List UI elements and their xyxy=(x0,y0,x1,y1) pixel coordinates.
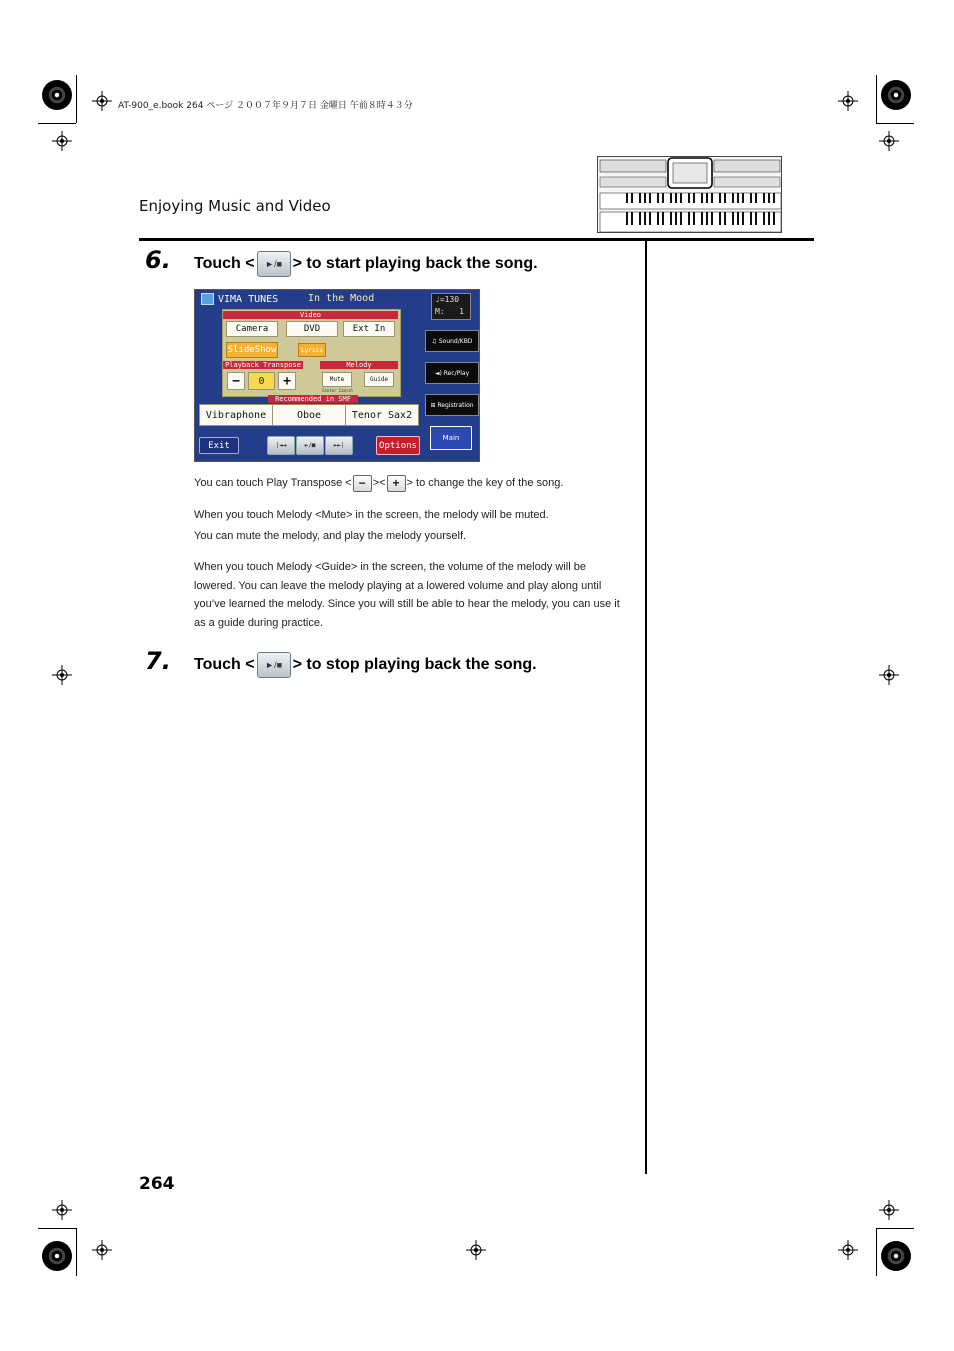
measure-value: M: 1 xyxy=(435,307,464,316)
crosshair-icon xyxy=(52,665,72,685)
play-stop-button[interactable]: ►/■ xyxy=(257,251,291,277)
mute-paragraph-2: You can mute the melody, and play the melody yourself. xyxy=(194,530,467,542)
registration-burst-icon xyxy=(42,80,72,110)
step-instruction xyxy=(194,652,537,678)
crosshair-icon xyxy=(879,131,899,151)
melody-label: Melody xyxy=(320,361,398,369)
transpose-minus-button[interactable]: − xyxy=(227,372,245,390)
step-text-after: > to start playing back the song. xyxy=(292,255,538,272)
vima-icon xyxy=(201,293,214,305)
mute-button[interactable]: Mute xyxy=(322,372,352,387)
section-title: Enjoying Music and Video xyxy=(139,197,331,215)
ext-in-button[interactable]: Ext In xyxy=(343,321,395,337)
crosshair-icon xyxy=(838,1240,858,1260)
organ-illustration xyxy=(597,156,782,233)
header-rule xyxy=(139,238,814,241)
plus-button: + xyxy=(387,475,406,492)
dvd-button[interactable]: DVD xyxy=(286,321,338,337)
registration-burst-icon xyxy=(881,1241,911,1271)
fast-forward-button[interactable]: ►►| xyxy=(325,436,353,455)
main-button[interactable]: Main xyxy=(430,426,472,450)
sound-kbd-button[interactable] xyxy=(425,330,479,352)
transpose-label: Playback Transpose xyxy=(223,361,303,369)
note-icon: ♫ xyxy=(431,337,439,345)
song-name: In the Mood xyxy=(308,293,375,304)
step-instruction xyxy=(194,251,538,277)
tempo-display xyxy=(431,293,471,320)
rec-play-label: Rec/Play xyxy=(443,369,470,377)
transpose-plus-button[interactable]: + xyxy=(278,372,296,390)
screen-title-text: VIMA TUNES xyxy=(218,294,279,305)
transpose-value: 0 xyxy=(248,372,275,390)
instrument-button[interactable]: Oboe xyxy=(272,404,346,426)
crosshair-icon xyxy=(52,131,72,151)
lyrics-button[interactable]: Lyrics xyxy=(298,343,326,357)
minus-button: − xyxy=(353,475,372,492)
tempo-value: ♩=130 xyxy=(435,295,460,304)
crosshair-icon xyxy=(879,665,899,685)
registration-icon: ⊞ xyxy=(430,401,438,409)
transpose-note-mid: >< xyxy=(372,477,386,489)
slideshow-button[interactable]: SlideShow xyxy=(226,342,278,358)
instrument-button[interactable]: Vibraphone xyxy=(199,404,273,426)
sound-kbd-label: Sound/KBD xyxy=(438,337,473,345)
center-cancel-label: Center Cancel xyxy=(322,388,354,393)
file-info-header: AT-900_e.book 264 ページ ２００７年９月７日 金曜日 午前８時４３分 xyxy=(118,101,413,111)
step-text-before: Touch < xyxy=(194,255,255,272)
step-number: 7. xyxy=(145,647,171,675)
screen-title xyxy=(201,293,278,305)
step-text-after: > to stop playing back the song. xyxy=(292,656,537,673)
transpose-note xyxy=(194,474,563,493)
column-rule xyxy=(645,241,647,1174)
video-label: Video xyxy=(223,311,398,319)
vima-tunes-screen xyxy=(194,289,480,462)
camera-button[interactable]: Camera xyxy=(226,321,278,337)
guide-button[interactable]: Guide xyxy=(364,372,394,387)
instrument-button[interactable]: Tenor Sax2 xyxy=(345,404,419,426)
guide-paragraph: When you touch Melody <Guide> in the screen, the volume of the melody will be lowered. You can leave the melody playing at a lowered volume and play along until you’ve learned the melody. Since you will still be able to hear the melody, you can use it as a guide during practice. xyxy=(194,561,620,629)
crosshair-icon xyxy=(879,1200,899,1220)
rec-play-button[interactable] xyxy=(425,362,479,384)
transpose-note-post: > to change the key of the song. xyxy=(406,477,564,489)
play-stop-button[interactable]: ►/■ xyxy=(257,652,291,678)
options-button[interactable]: Options xyxy=(376,436,420,455)
step-text-before: Touch < xyxy=(194,656,255,673)
play-stop-button[interactable]: ►/■ xyxy=(296,436,324,455)
crosshair-icon xyxy=(92,91,112,111)
mute-paragraph-1: When you touch Melody <Mute> in the screen, the melody will be muted. xyxy=(194,509,549,521)
page-number: 264 xyxy=(139,1174,175,1194)
registration-button[interactable] xyxy=(425,394,479,416)
crosshair-icon xyxy=(92,1240,112,1260)
rewind-button[interactable]: |◄◄ xyxy=(267,436,295,455)
step-number: 6. xyxy=(145,246,171,274)
speaker-icon: ◄) xyxy=(434,369,444,377)
vima-panel xyxy=(222,309,401,397)
transpose-note-pre: You can touch Play Transpose < xyxy=(194,477,352,489)
registration-burst-icon xyxy=(42,1241,72,1271)
exit-button[interactable]: Exit xyxy=(199,437,239,454)
registration-burst-icon xyxy=(881,80,911,110)
registration-label: Registration xyxy=(437,401,474,409)
organ-icon xyxy=(598,157,782,233)
crosshair-icon xyxy=(52,1200,72,1220)
recommended-label: Recommended in SMF xyxy=(268,395,358,403)
crosshair-icon xyxy=(466,1240,486,1260)
crosshair-icon xyxy=(838,91,858,111)
